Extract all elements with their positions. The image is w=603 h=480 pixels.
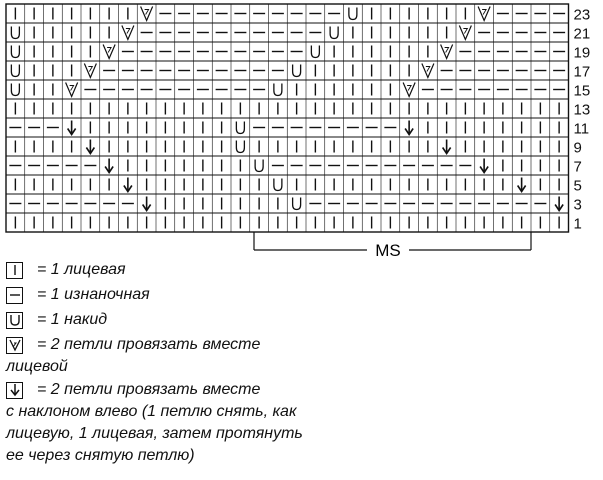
k2tog-stitch [122,26,134,40]
k2tog-stitch [459,26,471,40]
ssk-stitch [68,121,76,135]
legend-purl [6,284,150,306]
legend-ssk-cont-1: с наклоном влево (1 петлю снять, как [6,403,297,420]
k2tog-stitch [422,64,434,78]
ssk-stitch [86,140,94,154]
ssk-stitch [443,140,451,154]
legend-purl-text: = 1 изнаночная [37,286,150,303]
yarn-over-stitch [311,46,319,58]
yarn-over-stitch [274,84,282,96]
yarn-over-stitch [11,65,19,77]
row-number: 23 [573,6,591,24]
yarn-over-stitch [236,141,244,153]
row-number: 13 [573,101,591,119]
yarn-over-stitch [349,8,357,20]
legend-k2tog-text: = 2 петли провязать вместе [37,336,261,353]
row-number: 7 [573,158,582,176]
knit-icon [6,262,23,279]
yarn-over-stitch [293,198,301,210]
yarn-over-icon [6,312,23,329]
k2tog-icon [6,337,23,354]
yarn-over-stitch [11,27,19,39]
legend-ssk-text: = 2 петли провязать вместе [37,381,261,398]
k2tog-stitch [84,64,96,78]
k2tog-stitch [103,45,115,59]
row-number: 11 [573,120,590,138]
yarn-over-stitch [274,179,282,191]
row-number: 15 [573,82,591,100]
k2tog-stitch [403,83,415,97]
k2tog-stitch [141,7,153,21]
legend-yo-text: = 1 накид [37,311,108,328]
row-number-column [574,7,591,233]
ssk-stitch [105,159,113,173]
legend-knit [6,259,126,281]
k2tog-stitch [441,45,453,59]
chart-grid [6,4,569,232]
ssk-stitch [518,178,526,192]
purl-icon [6,287,23,304]
legend-ssk-cont-2: лицевую, 1 лицевая, затем протянуть [6,425,303,442]
row-number: 3 [573,196,582,214]
row-number: 19 [573,44,591,62]
row-number: 1 [573,215,582,233]
yarn-over-stitch [255,160,263,172]
legend-k2tog [6,334,260,356]
legend-knit-text: = 1 лицевая [37,261,126,278]
ssk-stitch [555,197,563,211]
row-number: 9 [573,139,582,157]
yarn-over-stitch [330,27,338,39]
ssk-stitch [143,197,151,211]
yarn-over-stitch [236,122,244,134]
legend-ssk-cont-3: ее через снятую петлю) [6,447,195,464]
ssk-stitch [405,121,413,135]
legend-ssk [6,379,260,401]
ssk-stitch [480,159,488,173]
ms-bracket [254,232,531,260]
ssk-stitch [124,178,132,192]
yarn-over-stitch [293,65,301,77]
row-number: 5 [573,177,582,195]
ssk-icon [6,382,23,399]
yarn-over-stitch [11,84,19,96]
legend-k2tog-cont: лицевой [6,358,68,375]
legend-yo [6,309,107,331]
row-number: 17 [573,63,591,81]
k2tog-stitch [66,83,78,97]
k2tog-stitch [478,7,490,21]
ms-label: MS [375,241,401,260]
yarn-over-stitch [11,46,19,58]
row-number: 21 [573,25,591,43]
